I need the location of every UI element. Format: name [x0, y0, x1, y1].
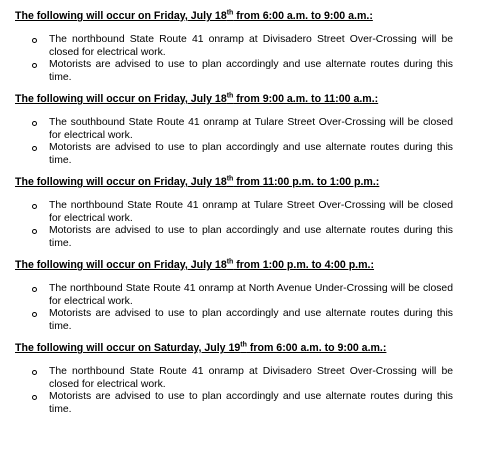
- section-heading: [15, 93, 477, 106]
- list-item-text: The northbound State Route 41 onramp at Divisadero Street Over-Crossing will be closed for electrical work.: [49, 34, 453, 58]
- heading-ordinal-suffix: th: [226, 258, 234, 266]
- heading-ordinal-suffix: th: [226, 92, 234, 100]
- list-item-text: Motorists are advised to use to plan accordingly and use alternate routes during this time.: [49, 308, 453, 332]
- heading-text: The following will occur on Friday, July 18: [15, 10, 227, 22]
- hollow-bullet-icon: [32, 38, 37, 43]
- list-item-text: The southbound State Route 41 onramp at Tulare Street Over-Crossing will be closed for electrical work.: [49, 117, 453, 141]
- bullet-list: [15, 34, 477, 84]
- bullet-list: [15, 117, 477, 167]
- schedule-section: [15, 176, 477, 250]
- list-item: [15, 200, 453, 225]
- list-item: [15, 117, 453, 142]
- list-item: [15, 366, 453, 391]
- heading-ordinal-suffix: th: [240, 341, 247, 349]
- schedule-section: [15, 259, 477, 333]
- bullet-list: [15, 366, 477, 416]
- hollow-bullet-icon: [32, 121, 37, 126]
- heading-text: The following will occur on Saturday, July 19: [15, 342, 241, 354]
- list-item-text: Motorists are advised to use to plan accordingly and use alternate routes during this time.: [49, 142, 453, 166]
- hollow-bullet-icon: [32, 146, 37, 151]
- list-item: [15, 283, 453, 308]
- section-heading: [15, 342, 477, 355]
- list-item: [15, 34, 453, 59]
- hollow-bullet-icon: [32, 204, 37, 209]
- heading-time-range: from 6:00 a.m. to 9:00 a.m.:: [246, 342, 387, 354]
- section-heading: [15, 259, 477, 272]
- heading-text: The following will occur on Friday, July 18: [15, 93, 227, 105]
- heading-time-range: from 6:00 a.m. to 9:00 a.m.:: [233, 10, 373, 22]
- heading-time-range: from 11:00 p.m. to 1:00 p.m.:: [233, 176, 380, 188]
- list-item: [15, 308, 453, 333]
- hollow-bullet-icon: [32, 287, 37, 292]
- section-heading: [15, 10, 477, 23]
- heading-time-range: from 1:00 p.m. to 4:00 p.m.:: [233, 259, 375, 271]
- bullet-list: [15, 200, 477, 250]
- list-item: [15, 225, 453, 250]
- schedule-section: [15, 93, 477, 167]
- hollow-bullet-icon: [32, 312, 37, 317]
- hollow-bullet-icon: [32, 229, 37, 234]
- heading-text: The following will occur on Friday, July 18: [15, 259, 227, 271]
- list-item-text: Motorists are advised to use to plan accordingly and use alternate routes during this time.: [49, 391, 453, 415]
- section-heading: [15, 176, 477, 189]
- bullet-list: [15, 283, 477, 333]
- list-item: [15, 391, 453, 416]
- list-item: [15, 59, 453, 84]
- heading-ordinal-suffix: th: [226, 9, 234, 17]
- list-item-text: The northbound State Route 41 onramp at North Avenue Under-Crossing will be closed for electrical work.: [49, 283, 453, 307]
- heading-time-range: from 9:00 a.m. to 11:00 a.m.:: [233, 93, 379, 105]
- list-item-text: The northbound State Route 41 onramp at Tulare Street Over-Crossing will be closed for electrical work.: [49, 200, 453, 224]
- schedule-section: [15, 10, 477, 84]
- list-item-text: Motorists are advised to use to plan accordingly and use alternate routes during this time.: [49, 59, 453, 83]
- list-item: [15, 142, 453, 167]
- schedule-section: [15, 342, 477, 416]
- list-item-text: The northbound State Route 41 onramp at Divisadero Street Over-Crossing will be closed for electrical work.: [49, 366, 453, 390]
- heading-text: The following will occur on Friday, July 18: [15, 176, 227, 188]
- hollow-bullet-icon: [32, 370, 37, 375]
- heading-ordinal-suffix: th: [226, 175, 234, 183]
- hollow-bullet-icon: [32, 395, 37, 400]
- hollow-bullet-icon: [32, 63, 37, 68]
- list-item-text: Motorists are advised to use to plan accordingly and use alternate routes during this time.: [49, 225, 453, 249]
